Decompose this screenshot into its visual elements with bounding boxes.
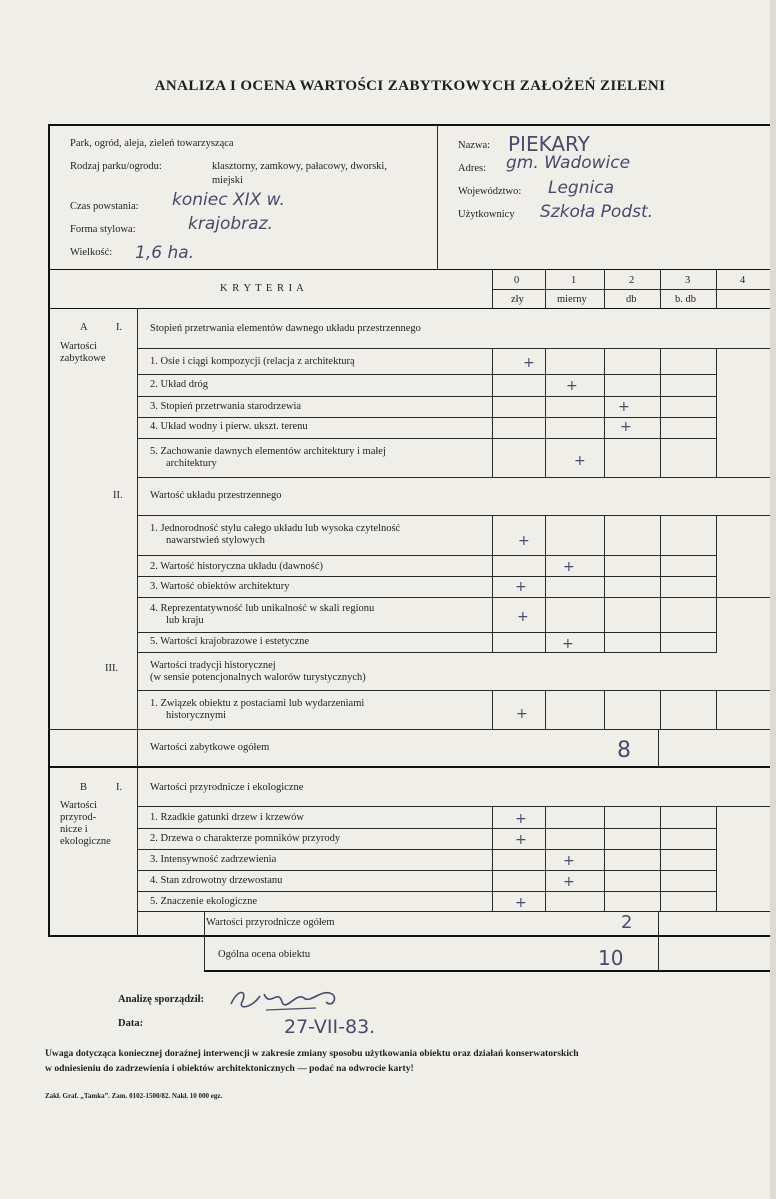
- wielkosc-value: 1,6 ha.: [135, 243, 195, 263]
- a1-col-4: [716, 348, 717, 477]
- woj-label: Województwo:: [458, 186, 522, 197]
- a-total-label: Wartości zabytkowe ogółem: [150, 742, 270, 753]
- a2-col-3: [660, 515, 661, 652]
- section-b-name4: ekologiczne: [60, 836, 111, 847]
- data-label: Data:: [118, 1018, 144, 1029]
- rodzaj-options-2: miejski: [212, 175, 243, 186]
- left-col-line: [137, 308, 138, 936]
- row-a3-1a: 1. Związek obiektu z postaciami lub wydarzeniami: [150, 698, 365, 709]
- header-divider: [437, 126, 438, 269]
- line-417: [137, 417, 717, 418]
- mark-a1-2: +: [566, 378, 578, 394]
- group-b1: Wartości przyrodnicze i ekologiczne: [150, 782, 304, 793]
- mark-b1-4: +: [563, 874, 575, 890]
- line-632: [137, 632, 717, 633]
- col-line-1: [545, 269, 546, 308]
- b-total-label: Wartości przyrodnicze ogółem: [206, 917, 335, 928]
- mark-a2-2: +: [563, 559, 575, 575]
- mark-a2-3: +: [515, 579, 527, 595]
- col-num-2: 2: [629, 275, 635, 286]
- line-438: [137, 438, 717, 439]
- mark-a2-1: +: [518, 533, 530, 549]
- b1-col-2: [604, 806, 605, 911]
- line-690: [137, 690, 770, 691]
- adres-label: Adres:: [458, 163, 486, 174]
- overall-bottom-line: [204, 970, 770, 972]
- col-line-3: [660, 269, 661, 308]
- mark-a1-4: +: [620, 419, 632, 435]
- mark-a1-3: +: [618, 399, 630, 415]
- mark-a3-1: +: [516, 706, 528, 722]
- row-a2-1b: nawarstwień stylowych: [166, 535, 265, 546]
- mark-b1-3: +: [563, 853, 575, 869]
- nazwa-value: PIEKARY: [508, 132, 590, 156]
- row-a1-5a: 5. Zachowanie dawnych elementów architektury i małej: [150, 446, 386, 457]
- a3-col-1: [545, 690, 546, 729]
- row-a1-3: 3. Stopień przetrwania starodrzewia: [150, 401, 302, 412]
- section-a-roman1: I.: [116, 322, 123, 333]
- a1-col-0: [492, 348, 493, 477]
- section-a-roman3: III.: [105, 663, 119, 674]
- line-729: [48, 729, 770, 730]
- park-label: Park, ogród, aleja, zieleń towarzysząca: [70, 138, 234, 149]
- uzyt-label: Użytkownicy: [458, 209, 515, 220]
- line-374: [137, 374, 717, 375]
- forma-label: Forma stylowa:: [70, 224, 136, 235]
- row-b1-5: 5. Znaczenie ekologiczne: [150, 896, 257, 907]
- page-edge: [770, 0, 776, 1199]
- frame-left: [48, 124, 50, 936]
- b1-col-0: [492, 806, 493, 911]
- criteria-bottom-line: [48, 308, 770, 309]
- row-a1-4: 4. Układ wodny i pierw. ukszt. terenu: [150, 421, 308, 432]
- row-a1-2: 2. Układ dróg: [150, 379, 209, 390]
- b-total-col: [658, 911, 659, 971]
- rodzaj-label: Rodzaj parku/ogrodu:: [70, 161, 162, 172]
- a1-col-1: [545, 348, 546, 477]
- wielkosc-label: Wielkość:: [70, 247, 113, 258]
- line-348: [137, 348, 770, 349]
- col-num-0: 0: [514, 275, 520, 286]
- row-a3-1b: historycznymi: [166, 710, 227, 721]
- row-b1-2: 2. Drzewa o charakterze pomników przyrody: [150, 833, 341, 844]
- line-477: [137, 477, 770, 478]
- b-total-score: 2: [621, 912, 633, 933]
- line-597: [137, 597, 770, 598]
- row-a2-4b: lub kraju: [166, 615, 204, 626]
- col-name-0: zły: [511, 294, 524, 305]
- line-766: [48, 766, 770, 768]
- row-a2-4a: 4. Reprezentatywność lub unikalność w skali regionu: [150, 603, 375, 614]
- czas-label: Czas powstania:: [70, 201, 139, 212]
- rodzaj-options: klasztorny, zamkowy, pałacowy, dworski,: [212, 161, 387, 172]
- group-a2: Wartość układu przestrzennego: [150, 490, 282, 501]
- mark-b1-5: +: [515, 895, 527, 911]
- data-value: 27-VII-83.: [284, 1016, 376, 1038]
- col-num-1: 1: [571, 275, 577, 286]
- line-515: [137, 515, 770, 516]
- section-b-name2: przyrod-: [60, 812, 97, 823]
- totals-left-col: [204, 911, 205, 971]
- frame-bottom: [48, 935, 770, 937]
- line-652: [137, 652, 717, 653]
- mark-a2-5: +: [562, 636, 574, 652]
- analiza-signature: [226, 978, 356, 1018]
- b1-col-1: [545, 806, 546, 911]
- row-a2-3: 3. Wartość obiektów architektury: [150, 581, 290, 592]
- overall-label: Ogólna ocena obiektu: [218, 949, 311, 960]
- line-396: [137, 396, 717, 397]
- a2-col-0: [492, 515, 493, 652]
- row-a1-1: 1. Osie i ciągi kompozycji (relacja z architekturą: [150, 356, 355, 367]
- section-b-code: B: [80, 782, 88, 793]
- row-b1-4: 4. Stan zdrowotny drzewostanu: [150, 875, 283, 886]
- woj-value: Legnica: [548, 178, 614, 198]
- criteria-top-line: [48, 269, 770, 270]
- mark-a1-1: +: [523, 355, 535, 371]
- row-b1-1: 1. Rzadkie gatunki drzew i krzewów: [150, 812, 304, 823]
- mark-b1-2: +: [515, 832, 527, 848]
- section-a-name2: zabytkowe: [60, 353, 106, 364]
- uzyt-value: Szkoła Podst.: [540, 202, 654, 222]
- section-a-name1: Wartości: [60, 341, 98, 352]
- col-line-0: [492, 269, 493, 308]
- a3-col-3: [660, 690, 661, 729]
- a2-col-2: [604, 515, 605, 652]
- a3-col-2: [604, 690, 605, 729]
- a2-col-4: [716, 515, 717, 652]
- print-info: Zakł. Graf. „Tamka”. Zam. 0102-1500/82. Nakł. 10 000 egz.: [45, 1092, 223, 1100]
- criteria-mid-line: [492, 289, 770, 290]
- section-a-code: A: [80, 322, 88, 333]
- uwaga-line-2: w odniesieniu do zadrzewienia i obiektów architektonicznych — podać na odwrocie karty!: [45, 1063, 414, 1074]
- section-b-name3: nicze i: [60, 824, 88, 835]
- analiza-label: Analizę sporządził:: [118, 994, 205, 1005]
- line-891: [137, 891, 717, 892]
- a-total-score: 8: [617, 738, 631, 763]
- a2-col-1: [545, 515, 546, 652]
- group-a1: Stopień przetrwania elementów dawnego układu przestrzennego: [150, 323, 421, 334]
- row-a1-5b: architektury: [166, 458, 217, 469]
- row-a2-1a: 1. Jednorodność stylu całego układu lub wysoka czytelność: [150, 523, 401, 534]
- group-a3a: Wartości tradycji historycznej: [150, 660, 276, 671]
- mark-b1-1: +: [515, 811, 527, 827]
- line-806: [137, 806, 770, 807]
- line-828: [137, 828, 717, 829]
- line-555: [137, 555, 717, 556]
- line-849: [137, 849, 717, 850]
- criteria-label: K R Y T E R I A: [220, 283, 305, 294]
- uwaga-line-1: Uwaga dotycząca koniecznej doraźnej interwencji w zakresie zmiany sposobu użytkowania obiektu oraz działań konserwatorskich: [45, 1048, 579, 1059]
- section-b-name1: Wartości: [60, 800, 98, 811]
- a3-col-4: [716, 690, 717, 729]
- a1-col-2: [604, 348, 605, 477]
- form-title: ANALIZA I OCENA WARTOŚCI ZABYTKOWYCH ZAŁOŻEŃ ZIELENI: [154, 78, 666, 94]
- czas-value: koniec XIX w.: [172, 190, 285, 210]
- group-a3b: (w sensie potencjonalnych walorów turystycznych): [150, 672, 366, 683]
- section-b-roman1: I.: [116, 782, 123, 793]
- forma-value: krajobraz.: [188, 214, 273, 234]
- adres-value: gm. Wadowice: [506, 153, 631, 173]
- nazwa-label: Nazwa:: [458, 140, 491, 151]
- overall-score: 10: [598, 946, 624, 970]
- col-name-2: db: [626, 294, 637, 305]
- a3-col-0: [492, 690, 493, 729]
- row-a2-2: 2. Wartość historyczna układu (dawność): [150, 561, 324, 572]
- line-870: [137, 870, 717, 871]
- row-b1-3: 3. Intensywność zadrzewienia: [150, 854, 277, 865]
- row-a2-5: 5. Wartości krajobrazowe i estetyczne: [150, 636, 310, 647]
- col-num-4: 4: [740, 275, 746, 286]
- mark-a1-5: +: [574, 453, 586, 469]
- b1-col-4: [716, 806, 717, 911]
- col-num-3: 3: [685, 275, 691, 286]
- mark-a2-4: +: [517, 609, 529, 625]
- b1-col-3: [660, 806, 661, 911]
- col-name-3: b. db: [675, 294, 696, 305]
- a1-col-3: [660, 348, 661, 477]
- col-name-1: mierny: [557, 294, 587, 305]
- frame-top: [48, 124, 770, 126]
- line-911: [137, 911, 770, 912]
- section-a-roman2: II.: [113, 490, 123, 501]
- a-total-col: [658, 729, 659, 767]
- col-line-2: [604, 269, 605, 308]
- line-576: [137, 576, 717, 577]
- col-line-4: [716, 269, 717, 308]
